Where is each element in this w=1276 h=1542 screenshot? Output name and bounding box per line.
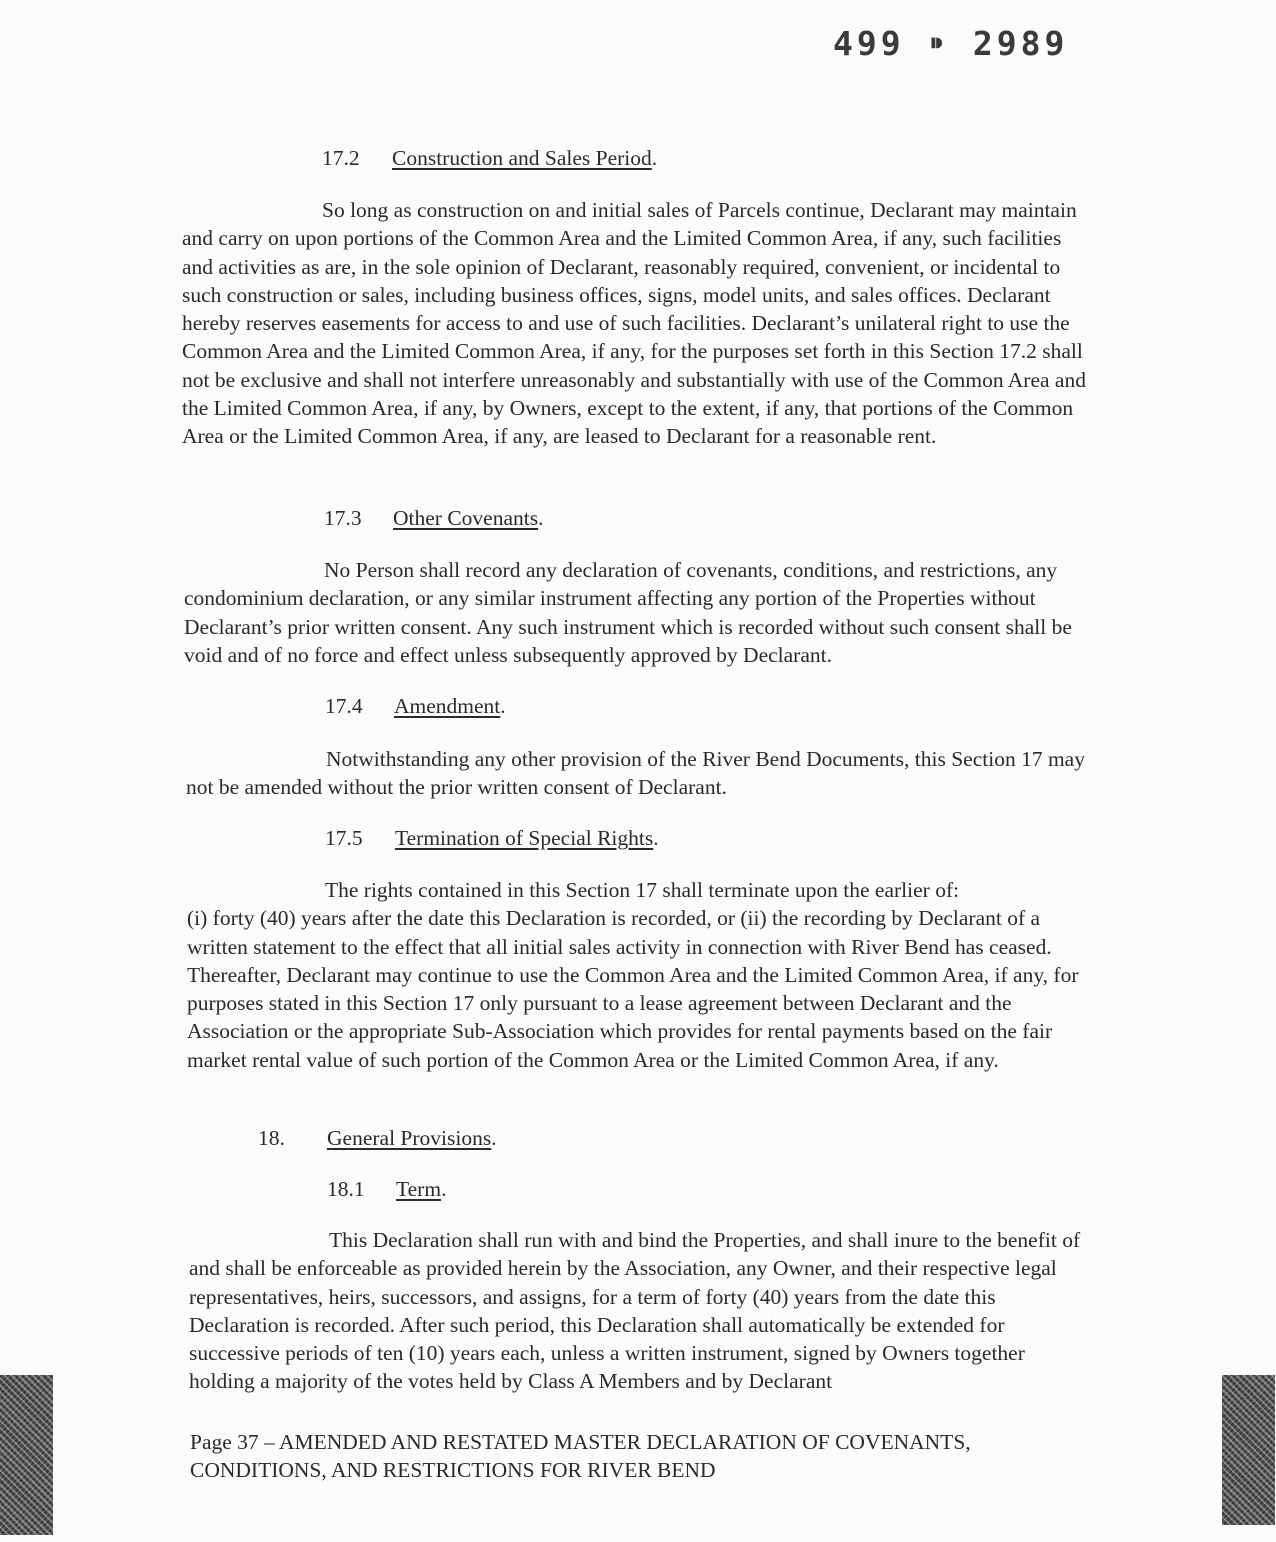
- page-footer: [190, 1428, 1090, 1484]
- section-title: Term: [396, 1177, 442, 1201]
- footer-line-1: Page 37 – AMENDED AND RESTATED MASTER DECLARATION OF COVENANTS,: [190, 1430, 971, 1454]
- section-17-4-body: Notwithstanding any other provision of the River Bend Documents, this Section 17 may not be amended without the prior written consent of Declarant.: [186, 747, 1085, 800]
- section-number: 18.1: [327, 1177, 365, 1201]
- section-number: 17.4: [325, 694, 363, 718]
- section-title: Construction and Sales Period: [392, 146, 652, 170]
- recording-stamp: 499 ⁍ 2989: [833, 24, 1069, 63]
- section-number: 17.3: [324, 506, 362, 530]
- section-title: Termination of Special Rights: [395, 826, 654, 850]
- scan-edge-mark-left: [0, 1375, 53, 1535]
- section-17-2-heading: 17.2 Construction and Sales Period.: [322, 146, 658, 170]
- section-17-5-continuation: (i) forty (40) years after the date this Declaration is recorded, or (ii) the recording by Declarant of a written statement to the effect that all initial sales activity in connection with River Bend has ceased. Thereafter, Declarant may continue to use the Common Area and the Limited Common Area, if any, for purposes stated in this Section 17 only pursuant to a lease agreement between Declarant and the Association or the appropriate Sub-Association which provides for rental payments based on the fair market rental value of such portion of the Common Area or the Limited Common Area, if any.: [187, 906, 1079, 1072]
- section-18-heading: 18. General Provisions.: [258, 1126, 497, 1150]
- section-17-3-body: No Person shall record any declaration of covenants, conditions, and restrictions, any condominium declaration, or any similar instrument affecting any portion of the Properties without Declarant’s prior written consent. Any such instrument which is recorded without such consent shall be void and of no force and effect unless subsequently approved by Declarant.: [184, 558, 1072, 667]
- section-title: Other Covenants: [393, 506, 539, 530]
- section-18-1-heading: 18.1 Term.: [327, 1177, 447, 1201]
- section-title: Amendment: [394, 694, 501, 718]
- section-17-3-heading: 17.3 Other Covenants.: [324, 506, 544, 530]
- section-number: 17.2: [322, 146, 360, 170]
- section-17-2-body: So long as construction on and initial sales of Parcels continue, Declarant may maintain and carry on upon portions of the Common Area and the Limited Common Area, if any, such facilities and activities as are, in the sole opinion of Declarant, reasonably required, convenient, or incidental to such construction or sales, including business offices, signs, model units, and sales offices. Declarant hereby reserves easements for access to and use of such facilities. Declarant’s unilateral right to use the Common Area and the Limited Common Area, if any, for the purposes set forth in this Section 17.2 shall not be exclusive and shall not interfere unreasonably and substantially with use of the Common Area and the Limited Common Area, if any, by Owners, except to the extent, if any, that portions of the Common Area or the Limited Common Area, if any, are leased to Declarant for a reasonable rent.: [182, 198, 1086, 449]
- section-17-5-heading: 17.5 Termination of Special Rights.: [325, 826, 659, 850]
- section-number: 17.5: [325, 826, 363, 850]
- section-17-4-heading: 17.4 Amendment.: [325, 694, 506, 718]
- section-title: General Provisions: [327, 1126, 492, 1150]
- section-17-5-body: [187, 876, 1092, 1074]
- section-18-1-body: This Declaration shall run with and bind the Properties, and shall inure to the benefit of and shall be enforceable as provided herein by the Association, any Owner, and their respective legal representatives, heirs, successors, and assigns, for a term of forty (40) years from the date this Declaration is recorded. After such period, this Declaration shall automatically be extended for successive periods of ten (10) years each, unless a written instrument, signed by Owners together holding a majority of the votes held by Class A Members and by Declarant: [189, 1228, 1081, 1394]
- section-number: 18.: [258, 1126, 285, 1150]
- section-17-5-first-line: The rights contained in this Section 17 shall terminate upon the earlier of:: [325, 878, 960, 902]
- scan-edge-mark-right: [1222, 1375, 1275, 1525]
- footer-line-2: CONDITIONS, AND RESTRICTIONS FOR RIVER BEND: [190, 1458, 716, 1482]
